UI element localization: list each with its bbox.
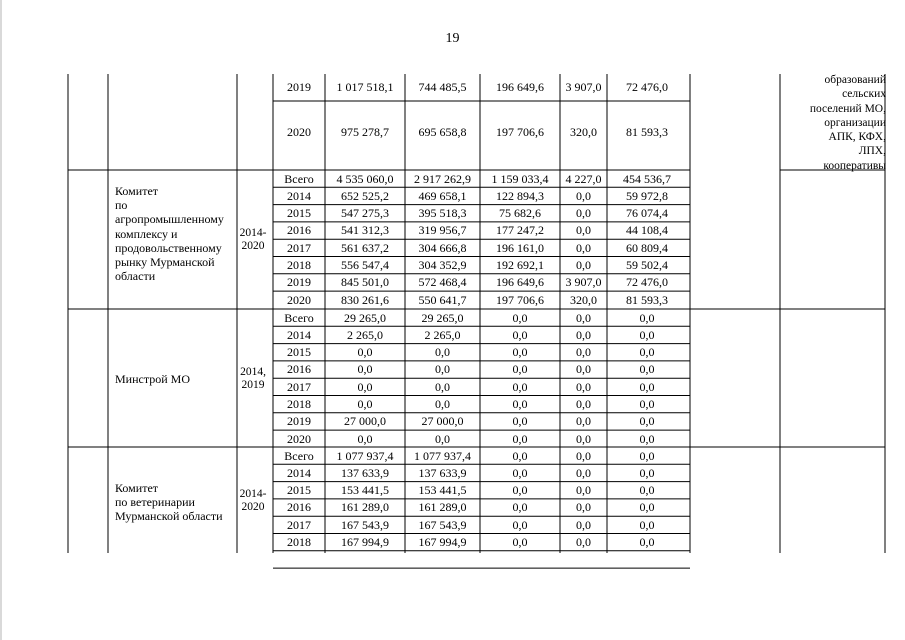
table-cell-year: 2014	[287, 188, 311, 203]
table-cell-value: 0,0	[512, 345, 528, 360]
table-cell-value: 197 706,6	[496, 292, 544, 307]
organization-name-line: Минстрой МО	[115, 372, 190, 386]
table-cell-value: 0,0	[576, 465, 591, 480]
organization-name-line: по	[115, 198, 128, 213]
table-cell-total: 161 289,0	[341, 500, 389, 515]
table-cell-year: 2019	[287, 414, 311, 429]
table-cell-value: 1 159 033,4	[491, 171, 549, 186]
implementation-period-line: 2014-	[239, 227, 267, 239]
implementation-period-line: 2020	[241, 240, 265, 252]
table-cell-total: 1 017 518,1	[336, 80, 394, 94]
table-cell-value: 304 666,8	[418, 240, 467, 255]
organization-name	[115, 372, 237, 386]
table-cell-value: 192 692,1	[496, 258, 544, 272]
table-cell-year: 2018	[287, 258, 311, 272]
table-cell-total: 561 637,2	[341, 240, 389, 255]
table-cell-value: 0,0	[576, 431, 591, 446]
executor-note-line: АПК, КФХ,	[828, 131, 886, 144]
table-cell-value: 0,0	[512, 327, 528, 342]
table-cell-value: 197 706,6	[496, 125, 544, 139]
table-cell-value: 59 972,8	[626, 188, 668, 203]
table-cell-value: 4 227,0	[565, 171, 602, 186]
table-cell-value: 0,0	[576, 327, 591, 342]
table-cell-total: 27 000,0	[344, 414, 386, 429]
table-cell-value: 0,0	[639, 448, 655, 463]
table-cell-value: 0,0	[576, 535, 591, 549]
table-cell-value: 44 108,4	[626, 223, 668, 238]
table-cell-total: 556 547,4	[341, 258, 389, 272]
organization-name-line: продовольственному	[115, 240, 222, 255]
table-cell-total: 652 525,2	[341, 188, 389, 203]
implementation-period-line: 2014-	[239, 488, 267, 500]
table-cell-value: 177 247,2	[496, 223, 544, 238]
table-cell-total: 137 633,9	[341, 465, 389, 480]
table-cell-value: 0,0	[512, 397, 528, 411]
executor-note-line: ЛПХ,	[858, 145, 886, 158]
table-cell-value: 122 894,3	[496, 188, 544, 203]
table-cell-value: 196 161,0	[496, 240, 544, 255]
table-cell-year: 2020	[287, 292, 311, 307]
table-cell-value: 27 000,0	[421, 414, 464, 429]
organization-name	[115, 184, 237, 283]
table-cell-value: 0,0	[576, 483, 591, 498]
table-cell-year: 2018	[287, 397, 311, 411]
table-cell-total: 4 535 060,0	[336, 171, 394, 186]
table-cell-total: 845 501,0	[341, 275, 389, 290]
table-cell-value: 76 074,4	[626, 206, 668, 221]
implementation-period-line: 2019	[241, 379, 265, 391]
table-cell-value: 0,0	[639, 397, 655, 411]
table-cell-value: 0,0	[576, 310, 591, 325]
executor-note-line: сельских	[842, 88, 886, 101]
table-cell-total: 547 275,3	[341, 206, 389, 221]
table-cell-value: 0,0	[576, 500, 591, 515]
table-cell-year: 2020	[287, 431, 311, 446]
table-cell-value: 0,0	[639, 310, 655, 325]
page-number: 19	[445, 31, 460, 46]
executor-note-line: организации	[824, 116, 886, 129]
table-cell-year: 2016	[287, 500, 311, 515]
table-cell-total: 0,0	[357, 397, 373, 411]
implementation-period	[238, 366, 268, 392]
organization-name	[115, 481, 237, 524]
table-cell-value: 0,0	[576, 258, 591, 272]
table-cell-value: 0,0	[512, 379, 528, 394]
table-cell-value: 0,0	[576, 448, 591, 463]
table-cell-year: Всего	[284, 448, 314, 463]
table-cell-value: 0,0	[512, 448, 528, 463]
table-cell-value: 0,0	[576, 397, 591, 411]
table-cell-value: 2 265,0	[424, 327, 461, 342]
table-cell-total: 1 077 937,4	[336, 448, 394, 463]
table-cell-value: 550 641,7	[418, 292, 467, 307]
table-cell-value: 0,0	[639, 483, 655, 498]
table-cell-value: 3 907,0	[565, 80, 602, 94]
table-cell-value: 469 658,1	[418, 188, 467, 203]
organization-name-line: Мурманской области	[115, 509, 223, 524]
table-cell-value: 196 649,6	[496, 275, 544, 290]
table-cell-year: 2014	[287, 465, 311, 480]
organization-name-line: Комитет	[115, 481, 159, 495]
organization-name-line: области	[115, 269, 156, 284]
table-cell-value: 304 352,9	[418, 258, 467, 272]
table-cell-value: 0,0	[512, 483, 528, 498]
table-cell-total: 0,0	[357, 345, 373, 360]
table-cell-value: 0,0	[639, 327, 655, 342]
table-cell-total: 0,0	[357, 431, 373, 446]
table-cell-year: 2020	[287, 125, 311, 139]
table-cell-value: 744 485,5	[418, 80, 467, 94]
table-cell-value: 1 077 937,4	[414, 448, 471, 463]
table-cell-value: 196 649,6	[496, 80, 544, 94]
table-cell-value: 0,0	[576, 345, 591, 360]
table-cell-total: 0,0	[357, 379, 373, 394]
table-cell-value: 0,0	[639, 465, 655, 480]
table-cell-value: 320,0	[570, 292, 597, 307]
table-cell-value: 0,0	[435, 379, 450, 394]
table-cell-value: 0,0	[639, 362, 655, 377]
organization-name-line: Комитет	[115, 184, 159, 198]
table-cell-total: 975 278,7	[341, 125, 389, 139]
table-cell-value: 0,0	[576, 517, 591, 532]
table-cell-value: 0,0	[576, 379, 591, 394]
table-cell-value: 320,0	[570, 125, 597, 139]
table-cell-value: 572 468,4	[418, 275, 467, 290]
executor-note-line: кооперативы	[823, 159, 886, 172]
table-cell-value: 0,0	[639, 431, 655, 446]
table-cell-value: 137 633,9	[418, 465, 467, 480]
table-cell-value: 0,0	[639, 345, 655, 360]
table-cell-value: 2 917 262,9	[414, 171, 471, 186]
table-cell-value: 0,0	[512, 362, 528, 377]
implementation-period-line: 2020	[241, 501, 265, 513]
table-cell-value: 0,0	[512, 310, 528, 325]
table-cell-value: 0,0	[639, 414, 655, 429]
table-cell-value: 0,0	[576, 240, 591, 255]
table-cell-value: 75 682,6	[499, 206, 541, 221]
table-cell-total: 153 441,5	[341, 483, 389, 498]
implementation-period	[238, 227, 268, 253]
table-cell-total: 167 543,9	[341, 517, 389, 532]
table-cell-value: 319 956,7	[418, 223, 467, 238]
table-cell-value: 0,0	[639, 500, 655, 515]
table-cell-value: 0,0	[435, 397, 450, 411]
table-cell-total: 29 265,0	[344, 310, 386, 325]
table-cell-value: 72 476,0	[626, 275, 668, 290]
table-cell-year: 2015	[287, 483, 311, 498]
executor-note-line: поселений МО,	[809, 102, 886, 115]
table-cell-value: 167 543,9	[418, 517, 467, 532]
table-cell-value: 0,0	[576, 206, 591, 221]
table-cell-total: 167 994,9	[341, 535, 389, 549]
table-cell-value: 0,0	[512, 517, 528, 532]
table-cell-year: 2015	[287, 345, 311, 360]
organization-name-line: комплексу и	[115, 226, 178, 241]
table-cell-value: 60 809,4	[626, 240, 668, 255]
table-cell-value: 0,0	[576, 188, 591, 203]
implementation-period-line: 2014,	[240, 366, 266, 378]
table-cell-value: 454 536,7	[623, 171, 671, 186]
table-cell-year: 2019	[287, 80, 311, 94]
table-cell-total: 541 312,3	[341, 223, 389, 238]
table-cell-total: 0,0	[357, 362, 373, 377]
table-cell-value: 0,0	[576, 223, 591, 238]
table-cell-value: 59 502,4	[626, 258, 668, 272]
table-cell-year: 2015	[287, 206, 311, 221]
organization-name-line: рынку Мурманской	[115, 255, 215, 270]
implementation-period	[238, 488, 268, 514]
table-cell-year: 2019	[287, 275, 311, 290]
table-cell-value: 0,0	[639, 379, 655, 394]
executor-note-line: образований	[824, 74, 886, 86]
table-cell-value: 0,0	[576, 362, 591, 377]
table-cell-value: 0,0	[512, 465, 528, 480]
table-cell-value: 72 476,0	[626, 80, 668, 94]
organization-name-line: по ветеринарии	[115, 495, 195, 510]
table-cell-year: Всего	[284, 310, 314, 325]
table-cell-value: 161 289,0	[418, 500, 467, 515]
table-cell-value: 29 265,0	[421, 310, 464, 325]
table-cell-value: 0,0	[435, 431, 450, 446]
table-cell-total: 830 261,6	[341, 292, 389, 307]
table-cell-year: Всего	[284, 171, 314, 186]
table-cell-value: 3 907,0	[565, 275, 602, 290]
table-cell-value: 0,0	[576, 414, 591, 429]
table-cell-value: 0,0	[639, 535, 655, 549]
table-cell-year: 2018	[287, 535, 311, 549]
table-cell-year: 2016	[287, 223, 311, 238]
table-cell-value: 167 994,9	[418, 535, 467, 549]
table-cell-value: 0,0	[512, 414, 528, 429]
table-cell-value: 395 518,3	[418, 206, 467, 221]
table-cell-value: 81 593,3	[626, 292, 668, 307]
table-cell-value: 0,0	[512, 500, 528, 515]
table-cell-value: 0,0	[435, 345, 450, 360]
table-cell-value: 0,0	[512, 431, 528, 446]
table-cell-year: 2017	[287, 240, 311, 255]
table-cell-value: 81 593,3	[626, 125, 668, 139]
table-cell-value: 153 441,5	[418, 483, 467, 498]
table-cell-year: 2014	[287, 327, 311, 342]
table-cell-year: 2017	[287, 517, 311, 532]
table-cell-value: 0,0	[639, 517, 655, 532]
organization-name-line: агропромышленному	[115, 212, 224, 227]
table-cell-year: 2017	[287, 379, 311, 394]
table-cell-value: 695 658,8	[418, 125, 467, 139]
executor-note	[780, 73, 886, 173]
table-cell-value: 0,0	[512, 535, 528, 549]
table-cell-year: 2016	[287, 362, 311, 377]
table-cell-total: 2 265,0	[347, 327, 383, 342]
table-cell-value: 0,0	[435, 362, 450, 377]
